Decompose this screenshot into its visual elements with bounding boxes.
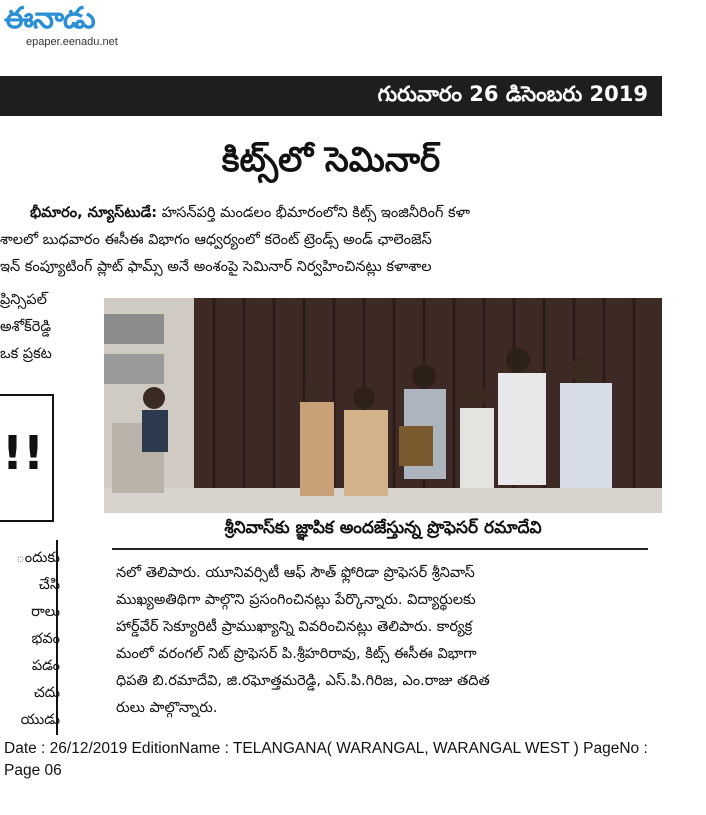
article-body [116,560,662,722]
article-lead [0,200,662,281]
side-line: ఒక ప్రకట [0,346,52,362]
masthead-logo[interactable] [4,2,144,50]
adjacent-column-fragments [0,545,60,734]
dateline: భీమారం, న్యూస్‌టుడే: [30,205,158,221]
lead-line-1 [0,200,662,227]
fragment-line: రాలు [31,604,60,620]
body-line: ధిపతి బి.రమాదేవి, జి.రఘోత్తమరెడ్డి, ఎస్.పి.గిరిజ, ఎం.రాజు తదిత [116,673,490,689]
photo-caption: శ్రీనివాస్‌కు జ్ఞాపిక అందజేస్తున్న ప్రొఫెసర్ రమాదేవి [224,518,542,538]
fragment-line: పడం [31,658,60,674]
fragment-line: యుడు [20,712,60,728]
publication-date: గురువారం 26 డిసెంబరు 2019 [377,82,648,106]
lead-line-2: శాలలో బుధవారం ఈసీఈ విభాగం ఆధ్వర్యంలో కరెంట్ ట్రెండ్స్ అండ్ ఛాలెంజెస్ [0,232,432,248]
side-column [0,287,100,368]
event-photo-image [104,298,662,513]
exclamation-text: !! [2,426,44,480]
fragment-line: భవం [31,631,60,647]
fragment-line: చదు [33,685,60,701]
caption-rule [112,548,648,550]
fragment-line: చేసి [38,577,60,593]
footer-line-2: Page 06 [4,762,62,779]
body-line: ముఖ్యఅతిథిగా పాల్గొని ప్రసంగించినట్లు పేర్కొన్నారు. విద్యార్థులకు [116,592,476,608]
side-line: అశోక్‌రెడ్డి [0,319,52,335]
body-line: హార్డ్‌వేర్ సెక్యూరిటీ ప్రాముఖ్యాన్ని వివరించినట్లు తెలిపారు. కార్యక్ర [116,619,473,635]
body-line: రులు పాల్గొన్నారు. [116,700,218,716]
logo-site-url: epaper.eenadu.net [26,36,118,48]
footer-line-1: Date : 26/12/2019 EditionName : TELANGANA( WARANGAL, WARANGAL WEST ) PageNo : [4,740,648,757]
event-photo [104,298,662,513]
edition-footer [4,738,648,782]
adjacent-box [0,394,54,522]
body-line: నలో తెలిపారు. యూనివర్సిటీ ఆఫ్ సౌత్ ఫ్లోరిడా ప్రొఫెసర్ శ్రీనివాస్ [116,565,475,581]
side-line: ప్రిన్సిపల్ [0,292,47,308]
article-headline: కిట్స్‌లో సెమినార్ [221,140,441,180]
lead-line-1-text: హసన్‌పర్తి మండలం భీమారంలోని కిట్స్ ఇంజినీరింగ్ కళా [161,205,471,221]
date-band [0,76,662,116]
logo-wordmark: ఈనాడు [4,1,95,36]
body-line: మంలో వరంగల్ నిట్ ప్రొఫెసర్ పి.శ్రీహరిరావు, కిట్స్ ఈసీఈ విభాగా [116,646,477,662]
fragment-line: ందుకు [16,550,60,566]
lead-line-3: ఇన్ కంప్యూటింగ్ ప్లాట్ ఫామ్స్ అనే అంశంపై సెమినార్ నిర్వహించినట్లు కళాశాల [0,259,432,275]
